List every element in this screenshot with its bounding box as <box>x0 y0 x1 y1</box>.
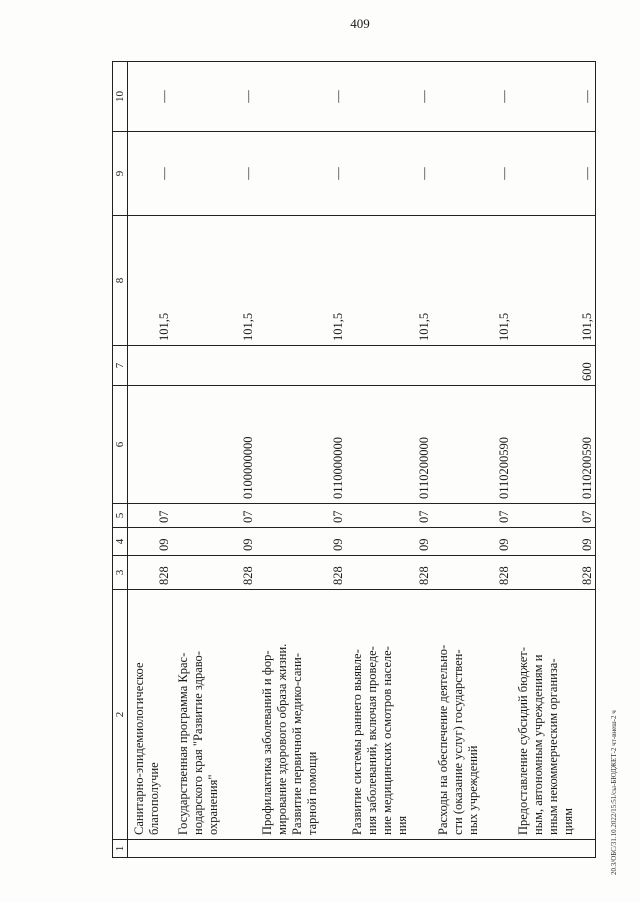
amount-cell: 101,5 <box>346 216 432 346</box>
expense-type-cell <box>172 346 256 386</box>
section-cell: 09 <box>512 528 596 556</box>
col9-cell: — <box>346 132 432 216</box>
row-name-cell <box>346 590 432 840</box>
header-col-3: 3 <box>113 556 128 590</box>
section-cell: 09 <box>128 528 172 556</box>
name-line: Развитие системы раннего выявле- <box>349 649 364 835</box>
col10-cell: — <box>512 62 596 132</box>
page-number: 409 <box>350 16 370 31</box>
name-line: ние медицинских осмотров населе- <box>379 646 394 835</box>
expense-type-cell <box>432 346 512 386</box>
table-row <box>512 62 596 858</box>
name-line: сти (оказание услуг) государствен- <box>450 649 465 835</box>
name-line: Профилактика заболеваний и фор- <box>259 650 274 835</box>
col9-cell: — <box>256 132 346 216</box>
name-line: охранения" <box>205 774 220 835</box>
subsection-cell: 07 <box>172 504 256 528</box>
col9-cell: — <box>128 132 172 216</box>
header-col-7: 7 <box>113 346 128 386</box>
target-article-cell: 0110000000 <box>256 386 346 504</box>
target-article-cell <box>128 386 172 504</box>
header-col-4: 4 <box>113 528 128 556</box>
budget-table <box>112 61 596 858</box>
target-article-cell: 0110200590 <box>432 386 512 504</box>
name-line: нодарского края "Развитие здраво- <box>190 651 205 835</box>
section-cell: 09 <box>256 528 346 556</box>
target-article-cell: 0110200000 <box>346 386 432 504</box>
row-number-cell <box>512 840 596 858</box>
section-cell: 09 <box>172 528 256 556</box>
header-col-8: 8 <box>113 216 128 346</box>
col10-cell: — <box>346 62 432 132</box>
header-col-5: 5 <box>113 504 128 528</box>
amount-cell: 101,5 <box>256 216 346 346</box>
table-row <box>172 62 256 858</box>
row-number-cell <box>256 840 346 858</box>
section-cell: 09 <box>432 528 512 556</box>
name-line: ным, автономным учреждениям и <box>530 654 545 835</box>
admin-code-cell: 828 <box>432 556 512 590</box>
subsection-cell: 07 <box>346 504 432 528</box>
rotated-table-wrapper <box>112 62 594 858</box>
header-col-2: 2 <box>113 590 128 840</box>
name-line: мирование здорового образа жизни. <box>274 643 289 835</box>
name-line: благополучие <box>147 762 161 835</box>
name-line: тарной помощи <box>304 751 319 835</box>
name-line: Предоставление субсидий бюджет- <box>515 647 530 835</box>
row-name-cell <box>512 590 596 840</box>
header-row <box>113 62 128 858</box>
name-line: Санитарно-эпидемиологическое <box>132 662 146 835</box>
subsection-cell: 07 <box>432 504 512 528</box>
name-line: иным некоммерческим организа- <box>545 658 560 835</box>
amount-cell: 101,5 <box>172 216 256 346</box>
col10-cell: — <box>172 62 256 132</box>
header-col-1: 1 <box>113 840 128 858</box>
subsection-cell: 07 <box>512 504 596 528</box>
amount-cell: 101,5 <box>128 216 172 346</box>
col10-cell: — <box>256 62 346 132</box>
name-line: ных учреждений <box>465 745 480 835</box>
col9-cell: — <box>172 132 256 216</box>
name-line: ния заболеваний, включая проведе- <box>364 646 379 835</box>
expense-type-cell: 600 <box>512 346 596 386</box>
name-line: Государственная программа Крас- <box>175 652 190 835</box>
document-stamp-text: 20.3/ОБС/31.10.2022/15:51/сы-БЮДЖЕТ-2 чт-внеш-2 ч <box>610 710 618 875</box>
admin-code-cell: 828 <box>346 556 432 590</box>
name-line: Расходы на обеспечение деятельно- <box>435 644 450 835</box>
amount-cell: 101,5 <box>512 216 596 346</box>
expense-type-cell <box>256 346 346 386</box>
col10-cell: — <box>128 62 172 132</box>
row-name-cell <box>256 590 346 840</box>
row-number-cell <box>432 840 512 858</box>
admin-code-cell: 828 <box>128 556 172 590</box>
admin-code-cell: 828 <box>256 556 346 590</box>
admin-code-cell: 828 <box>172 556 256 590</box>
row-name-cell <box>128 590 172 840</box>
name-line: ния <box>394 815 409 835</box>
table-row <box>346 62 432 858</box>
expense-type-cell <box>346 346 432 386</box>
header-col-9: 9 <box>113 132 128 216</box>
document-stamp-margin <box>610 45 632 875</box>
subsection-cell: 07 <box>128 504 172 528</box>
subsection-cell: 07 <box>256 504 346 528</box>
header-col-6: 6 <box>113 386 128 504</box>
col9-cell: — <box>432 132 512 216</box>
amount-cell: 101,5 <box>432 216 512 346</box>
row-name-cell <box>172 590 256 840</box>
expense-type-cell <box>128 346 172 386</box>
row-number-cell <box>128 840 172 858</box>
admin-code-cell: 828 <box>512 556 596 590</box>
row-number-cell <box>172 840 256 858</box>
table-row <box>256 62 346 858</box>
header-col-10: 10 <box>113 62 128 132</box>
section-cell: 09 <box>346 528 432 556</box>
col10-cell: — <box>432 62 512 132</box>
target-article-cell: 0110200590 <box>512 386 596 504</box>
table-row <box>432 62 512 858</box>
col9-cell: — <box>512 132 596 216</box>
row-number-cell <box>346 840 432 858</box>
name-line: Развитие первичной медико-сани- <box>289 653 304 835</box>
table-row <box>128 62 172 858</box>
target-article-cell: 0100000000 <box>172 386 256 504</box>
name-line: циям <box>560 807 575 835</box>
row-name-cell <box>432 590 512 840</box>
